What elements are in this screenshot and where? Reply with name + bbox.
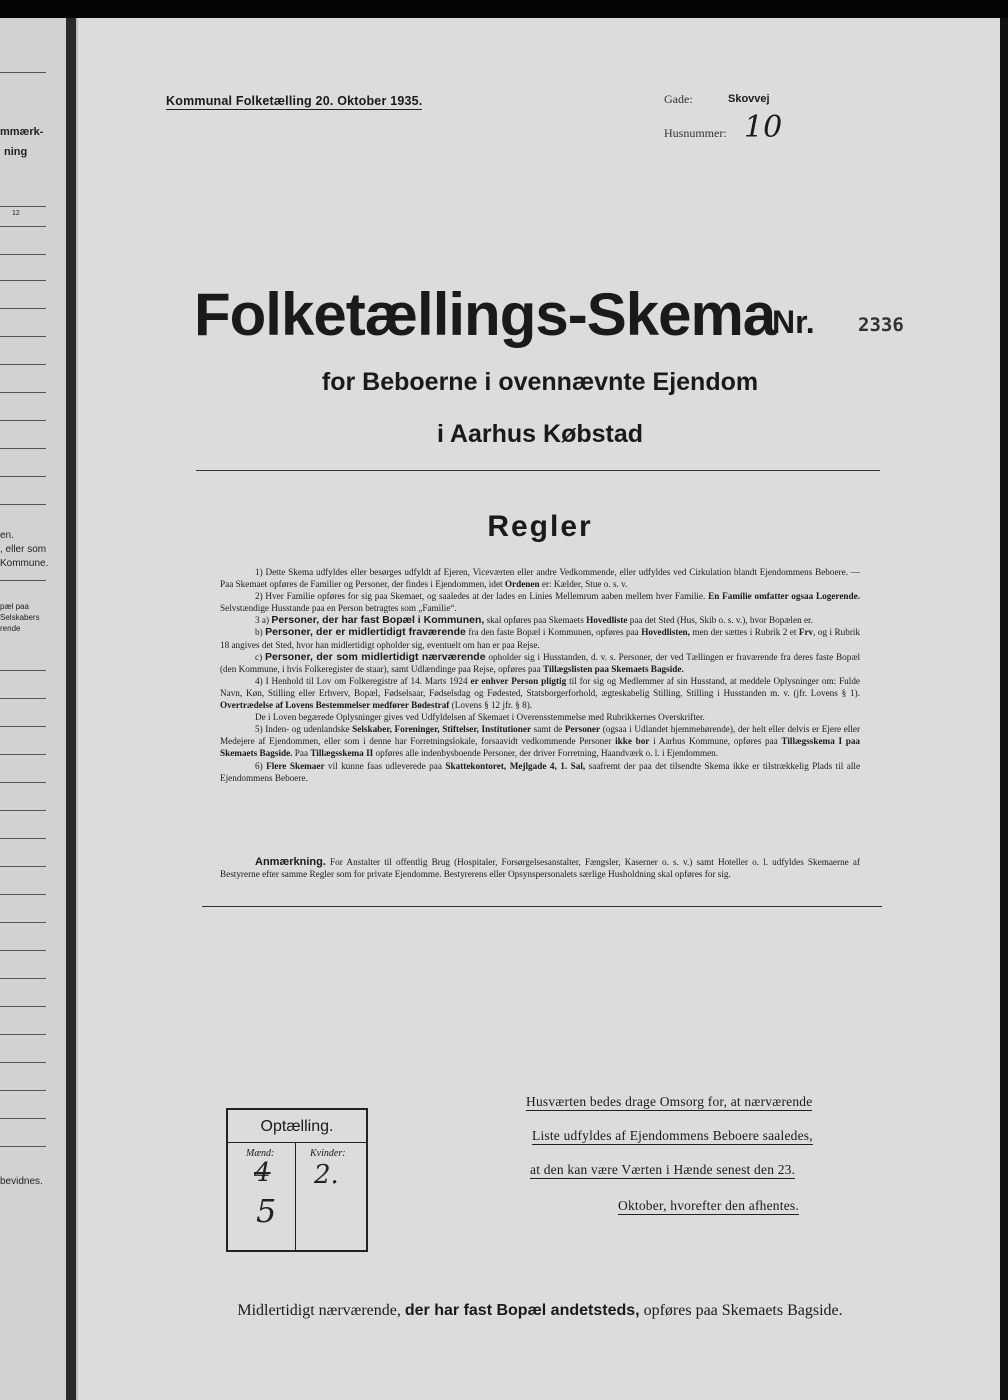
- street-label: Gade:: [664, 92, 693, 106]
- census-form-page: [76, 18, 1002, 1400]
- divider: [196, 470, 880, 471]
- count-box: [226, 1108, 368, 1252]
- footer-note: [78, 1302, 1002, 1320]
- form-line: [0, 504, 46, 505]
- landlord-note-line: at den kan være Værten i Hænde senest den 23.: [530, 1162, 796, 1177]
- form-line: [0, 810, 46, 811]
- footer-text: opføres paa Skemaets Bagside.: [643, 1302, 843, 1319]
- house-number-label: Husnummer:: [664, 126, 727, 140]
- rule-5: 5) Inden- og udenlandske Selskaber, Foreninger, Stiftelser, Institutioner samt de Personer (ogsaa i Udlandet hjemmehørende), der helt eller delvis er Ejere eller Medejere af Ejendommen, eller som i denne har Forretningslokale, forsaavidt vedkommende Personer ikke bor i Aarhus Kommune, opføres paa Tillægsskema I paa Skemaets Bagside. Paa Tillægsskema II opføres alle indenbysboende Personer, der driver Forretning, Haandværk o. l. i Ejendommen.: [220, 724, 861, 759]
- men-label: Mænd:: [246, 1148, 275, 1159]
- count-divider: [295, 1142, 296, 1250]
- count-title: Optælling.: [228, 1110, 366, 1143]
- rules-text: [220, 566, 860, 784]
- form-line: [0, 364, 46, 365]
- remark-label: Anmærkning.: [255, 856, 326, 868]
- left-page-text: pæl paa: [0, 602, 29, 611]
- form-line: [0, 308, 46, 309]
- left-page-text: rende: [0, 624, 21, 633]
- form-line: [0, 698, 46, 699]
- form-line: [0, 392, 46, 393]
- page-edge: [1000, 18, 1008, 1400]
- form-line: [0, 420, 46, 421]
- rule-6: 6) Flere Skemaer vil kunne faas udleverede paa Skattekontoret, Mejlgade 4, 1. Sal, saafremt der paa det tilsendte Skema ikke er tilstrækkelig Plads til alle Ejendommens Beboere.: [220, 760, 861, 783]
- remark-text: For Anstalter til offentlig Brug (Hospitaler, Forsørgelsesanstalter, Fængsler, Kaserner o. s. v.) samt Hoteller o. l. udfyldes Skemaerne af Bestyrerne efter samme Regler som for private Ejendomme. Bestyrerens eller Opsynspersonalets særlige Husholdning skal opføres for sig.: [220, 857, 861, 880]
- street-value: Skovvej: [728, 93, 770, 105]
- form-line: [0, 1090, 46, 1091]
- form-title: Folketællings-Skema: [194, 281, 776, 348]
- form-line: [0, 894, 46, 895]
- form-line: [0, 838, 46, 839]
- left-page-edge: [0, 18, 68, 1400]
- left-page-text: mmærk-: [0, 126, 44, 138]
- left-page-text: 12: [12, 210, 20, 217]
- form-line: [0, 280, 46, 281]
- divider: [202, 906, 882, 907]
- landlord-note-line: Husværten bedes drage Omsorg for, at nærværende: [526, 1094, 813, 1109]
- left-page-text: , eller som: [0, 544, 47, 555]
- form-line: [0, 1062, 46, 1063]
- form-line: [0, 922, 46, 923]
- form-line: [0, 670, 46, 671]
- women-label: Kvinder:: [310, 1148, 346, 1159]
- form-subtitle-city: i Aarhus Købstad: [436, 420, 644, 448]
- rules-heading: Regler: [487, 510, 593, 543]
- form-line: [0, 226, 46, 227]
- women-count: 2.: [314, 1160, 339, 1190]
- form-line: [0, 254, 46, 255]
- men-count: 5: [256, 1192, 277, 1230]
- form-line: [0, 950, 46, 951]
- form-line: [0, 726, 46, 727]
- rule-4b: De i Loven begærede Oplysninger gives ved Udfyldelsen af Skemaet i Overensstemmelse med Rubrikkernes Overskrifter.: [255, 712, 705, 723]
- form-line: [0, 866, 46, 867]
- census-header: Kommunal Folketælling 20. Oktober 1935.: [166, 94, 423, 108]
- rule-1: 1) Dette Skema udfyldes eller besørges udfyldt af Ejeren, Viceværten eller andre Vedkommende, eller udfyldes ved Cirkulation blandt Ejendommens Beboere. — Paa Skemaet opføres de Familier og Personer, der findes i Ejendommen, idet Ordenen er: Kælder, Stue o. s. v.: [220, 567, 860, 590]
- men-count-crossed: 4: [254, 1158, 271, 1188]
- form-line: [0, 1006, 46, 1007]
- left-page-text: ning: [4, 146, 28, 158]
- landlord-note-line: Oktober, hvorefter den afhentes.: [618, 1198, 799, 1213]
- form-line: [0, 206, 46, 207]
- form-line: [0, 448, 46, 449]
- form-number-label: Nr.: [772, 304, 815, 340]
- landlord-note-line: Liste udfyldes af Ejendommens Beboere saaledes,: [532, 1128, 813, 1143]
- rule-2: 2) Hver Familie opføres for sig paa Skemaet, og saaledes at der lades en Linies Mellemrum aaben mellem hver Familie. En Familie omfatter ogsaa Logerende. Selvstændige Husstande paa en Person betragtes som „Familie“.: [220, 591, 860, 614]
- form-subtitle: for Beboerne i ovennævnte Ejendom: [321, 368, 759, 396]
- form-line: [0, 1146, 46, 1147]
- footer-bold-text: der har fast Bopæl andetsteds,: [404, 1302, 640, 1319]
- form-line: [0, 1034, 46, 1035]
- rule-4: 4) I Henhold til Lov om Folkeregistre af 14. Marts 1924 er enhver Person pligtig til for sig og Medlemmer af sin Husstand, at meddele Oplysninger om: Fulde Navn, Køn, Stilling eller Erhverv, Bopæl, Fødselsaar, Fødselsdag og Fødested, Statsborgerforhold, ægteskabelig Stilling, Stilling i Husstanden m. v. (jfr. Lovens § 1). Overtrædelse af Lovens Bestemmelser medfører Bødestraf (Lovens § 12 jfr. § 8).: [220, 675, 860, 711]
- form-line: [0, 782, 46, 783]
- left-page-text: Kommune.: [0, 558, 49, 569]
- form-number-stamp: 2336: [858, 314, 904, 336]
- form-line: [0, 754, 46, 755]
- house-number-value: 10: [744, 110, 783, 145]
- rule-3b: b) Personer, der er midlertidigt fraværende fra den faste Bopæl i Kommunen, opføres paa Hovedlisten, men der sættes i Rubrik 2 et Frv, og i Rubrik 18 angives det Sted, hvor han midlertidigt opholder sig, eventuelt om han er paa Rejse.: [220, 626, 861, 650]
- form-line: [0, 1118, 46, 1119]
- left-page-text: en.: [0, 530, 14, 541]
- form-line: [0, 476, 46, 477]
- rule-3c: c) Personer, der som midlertidigt nærværende opholder sig i Husstanden, d. v. s. Personer, der ved Tællingen er fraværende fra deres faste Bopæl (den Kommune, i hvis Folkeregister de staar), samt Udlændinge paa Rejse, opføres paa Tillægslisten paa Skemaets Bagside.: [220, 650, 861, 674]
- left-page-text: bevidnes.: [0, 1176, 43, 1187]
- form-line: [0, 978, 46, 979]
- footer-text: Midlertidigt nærværende,: [237, 1302, 401, 1319]
- left-page-text: Selskabers: [0, 613, 40, 622]
- form-line: [0, 336, 46, 337]
- form-line: [0, 72, 46, 73]
- form-line: [0, 580, 46, 581]
- remark-note: [220, 856, 860, 881]
- rule-3a: 3 a) Personer, der har fast Bopæl i Kommunen, skal opføres paa Skemaets Hovedliste paa det Sted (Hus, Skib o. s. v.), hvor Bopælen er.: [255, 614, 813, 627]
